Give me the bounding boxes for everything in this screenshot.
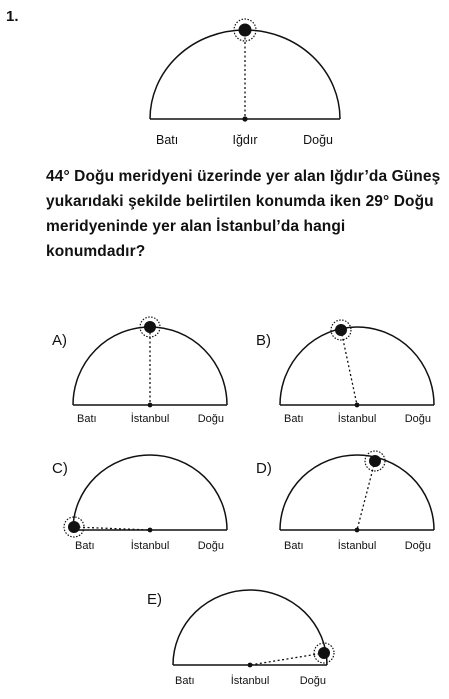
question-number: 1. — [6, 8, 19, 25]
horizon-arc — [173, 590, 327, 665]
observer-point — [148, 403, 153, 408]
west-label: Batı — [284, 540, 304, 552]
option-c-diagram[interactable] — [60, 443, 240, 561]
option-a-diagram[interactable] — [60, 312, 240, 430]
east-label: Doğu — [404, 413, 431, 425]
option-e-letter[interactable]: E) — [147, 591, 162, 608]
west-label: Batı — [77, 413, 97, 425]
center-label: İstanbul — [130, 540, 170, 552]
sun-ray-line — [341, 330, 357, 405]
west-label: Batı — [284, 413, 304, 425]
sun-ray-line — [357, 461, 375, 530]
horizon-arc — [280, 327, 434, 405]
observer-point — [248, 663, 253, 668]
option-d-diagram[interactable] — [267, 443, 447, 561]
west-label: Batı — [175, 675, 195, 687]
west-label: Batı — [75, 540, 95, 552]
observer-point — [148, 528, 153, 533]
center-label: İstanbul — [337, 413, 377, 425]
east-label: Doğu — [197, 413, 224, 425]
option-b-diagram[interactable] — [267, 312, 447, 430]
east-label: Doğu — [197, 540, 224, 552]
horizon-arc — [73, 455, 227, 530]
main-sky-diagram — [140, 16, 340, 150]
center-label: İstanbul — [130, 413, 170, 425]
option-b-letter[interactable]: B) — [256, 332, 271, 349]
east-label: Doğu — [299, 675, 326, 687]
center-label: İstanbul — [337, 540, 377, 552]
option-a-letter[interactable]: A) — [52, 332, 67, 349]
question-text: 44° Doğu meridyeni üzerinde yer alan Iğdır’da Güneş yukarıdaki şekilde belirtilen konumda iken 29° Doğu meridyeninde yer alan İstanbul’da hangi konumdadır? — [46, 168, 441, 260]
east-label: Doğu — [404, 540, 431, 552]
observer-point — [355, 528, 360, 533]
option-c-letter[interactable]: C) — [52, 460, 68, 477]
observer-point — [242, 116, 247, 121]
center-label: Iğdır — [232, 133, 258, 147]
center-label: İstanbul — [230, 675, 270, 687]
sun-icon — [365, 451, 385, 471]
option-d-letter[interactable]: D) — [256, 460, 272, 477]
option-e-diagram[interactable] — [160, 578, 340, 696]
west-label: Batı — [156, 133, 179, 147]
sun-ray-line — [250, 653, 324, 665]
east-label: Doğu — [303, 133, 333, 147]
observer-point — [355, 403, 360, 408]
horizon-arc — [280, 455, 434, 530]
